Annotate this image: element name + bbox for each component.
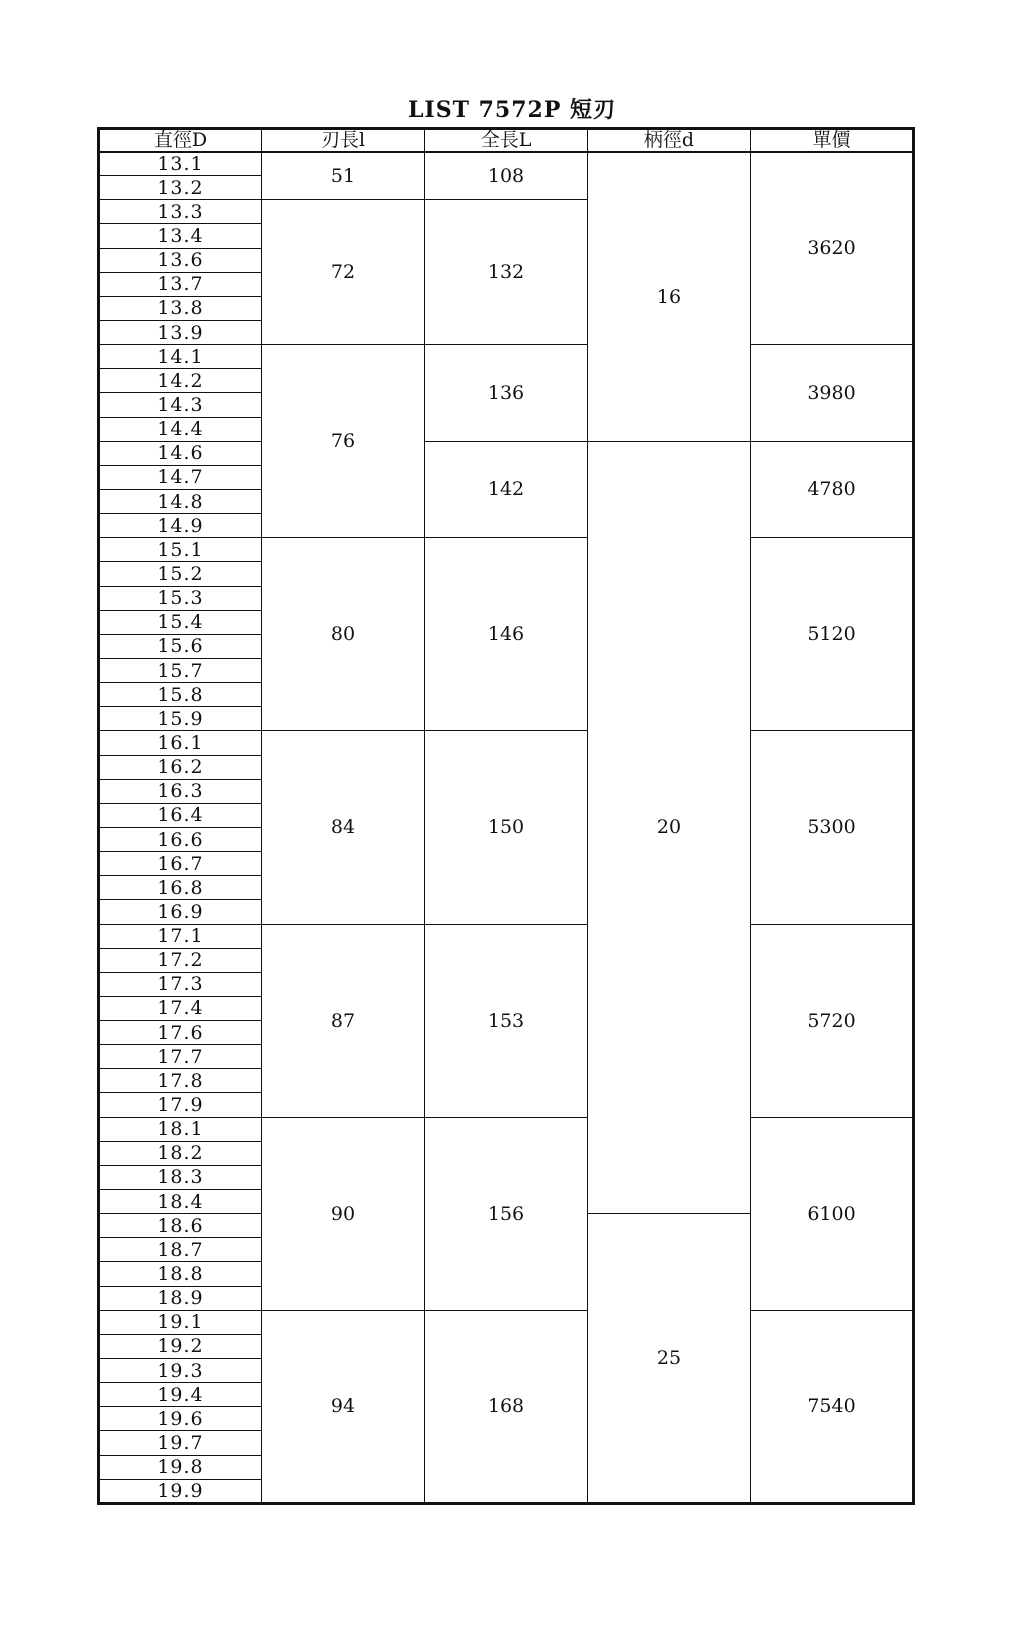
diameter-cell: 18.8: [99, 1262, 262, 1286]
diameter-cell: 16.6: [99, 827, 262, 851]
diameter-cell: 15.2: [99, 562, 262, 586]
diameter-cell: 17.1: [99, 924, 262, 948]
diameter-cell: 16.8: [99, 876, 262, 900]
blade-length-cell: 90: [262, 1117, 425, 1310]
blade-length-cell: 84: [262, 731, 425, 924]
diameter-cell: 14.7: [99, 465, 262, 489]
table-row: [99, 1310, 914, 1334]
unit-price-cell: 6100: [751, 1117, 914, 1310]
diameter-cell: 19.1: [99, 1310, 262, 1334]
diameter-cell: 13.6: [99, 248, 262, 272]
diameter-cell: 14.8: [99, 489, 262, 513]
diameter-cell: 14.9: [99, 514, 262, 538]
diameter-cell: 16.1: [99, 731, 262, 755]
diameter-cell: 18.2: [99, 1141, 262, 1165]
diameter-cell: 13.2: [99, 176, 262, 200]
diameter-cell: 15.7: [99, 658, 262, 682]
diameter-cell: 16.4: [99, 803, 262, 827]
table-row: [99, 441, 914, 465]
diameter-cell: 15.9: [99, 707, 262, 731]
diameter-cell: 13.7: [99, 272, 262, 296]
diameter-cell: 16.3: [99, 779, 262, 803]
diameter-cell: 17.6: [99, 1021, 262, 1045]
diameter-cell: 18.6: [99, 1214, 262, 1238]
diameter-cell: 18.9: [99, 1286, 262, 1310]
diameter-cell: 17.4: [99, 996, 262, 1020]
diameter-cell: 17.2: [99, 948, 262, 972]
unit-price-cell: 5720: [751, 924, 914, 1117]
diameter-cell: 17.3: [99, 972, 262, 996]
diameter-cell: 19.6: [99, 1407, 262, 1431]
table-row: [99, 731, 914, 755]
diameter-cell: 16.7: [99, 852, 262, 876]
diameter-cell: 15.8: [99, 683, 262, 707]
unit-price-cell: 3620: [751, 152, 914, 345]
total-length-cell: 132: [425, 200, 588, 345]
total-length-cell: 136: [425, 345, 588, 442]
price-table: [97, 127, 915, 1505]
header-shank-diameter: 柄徑d: [588, 129, 751, 152]
diameter-cell: 15.4: [99, 610, 262, 634]
total-length-cell: 142: [425, 441, 588, 538]
diameter-cell: 13.8: [99, 296, 262, 320]
blade-length-cell: 72: [262, 200, 425, 345]
table-row: [99, 152, 914, 176]
unit-price-cell: 5120: [751, 538, 914, 731]
unit-price-cell: 7540: [751, 1310, 914, 1503]
diameter-cell: 18.3: [99, 1165, 262, 1189]
shank-diameter-cell: 20: [588, 441, 751, 1214]
diameter-cell: 19.8: [99, 1455, 262, 1479]
diameter-cell: 13.9: [99, 320, 262, 344]
diameter-cell: 19.2: [99, 1334, 262, 1358]
diameter-cell: 14.6: [99, 441, 262, 465]
table-row: [99, 345, 914, 369]
diameter-cell: 17.8: [99, 1069, 262, 1093]
header-diameter: 直徑D: [99, 129, 262, 152]
total-length-cell: 156: [425, 1117, 588, 1310]
blade-length-cell: 80: [262, 538, 425, 731]
total-length-cell: 150: [425, 731, 588, 924]
diameter-cell: 15.3: [99, 586, 262, 610]
unit-price-cell: 4780: [751, 441, 914, 538]
price-table-container: [97, 127, 915, 1505]
table-body: [99, 152, 914, 1504]
diameter-cell: 14.2: [99, 369, 262, 393]
table-row: [99, 924, 914, 948]
unit-price-cell: 5300: [751, 731, 914, 924]
header-blade-length: 刃長l: [262, 129, 425, 152]
diameter-cell: 16.9: [99, 900, 262, 924]
header-total-length: 全長L: [425, 129, 588, 152]
diameter-cell: 14.3: [99, 393, 262, 417]
diameter-cell: 17.9: [99, 1093, 262, 1117]
unit-price-cell: 3980: [751, 345, 914, 442]
table-row: [99, 1117, 914, 1141]
diameter-cell: 15.6: [99, 634, 262, 658]
total-length-cell: 146: [425, 538, 588, 731]
total-length-cell: 168: [425, 1310, 588, 1503]
diameter-cell: 13.3: [99, 200, 262, 224]
diameter-cell: 18.7: [99, 1238, 262, 1262]
diameter-cell: 17.7: [99, 1045, 262, 1069]
diameter-cell: 19.9: [99, 1479, 262, 1503]
diameter-cell: 19.4: [99, 1383, 262, 1407]
total-length-cell: 153: [425, 924, 588, 1117]
shank-diameter-cell: 16: [588, 152, 751, 442]
diameter-cell: 14.4: [99, 417, 262, 441]
diameter-cell: 18.4: [99, 1190, 262, 1214]
shank-diameter-cell: 25: [588, 1214, 751, 1504]
diameter-cell: 13.1: [99, 152, 262, 176]
diameter-cell: 14.1: [99, 345, 262, 369]
blade-length-cell: 94: [262, 1310, 425, 1503]
blade-length-cell: 76: [262, 345, 425, 538]
header-unit-price: 單價: [751, 129, 914, 152]
page-title: LIST 7572P 短刃: [407, 97, 617, 123]
diameter-cell: 19.3: [99, 1359, 262, 1383]
table-row: [99, 538, 914, 562]
header-row: [99, 129, 914, 152]
blade-length-cell: 51: [262, 152, 425, 200]
diameter-cell: 13.4: [99, 224, 262, 248]
diameter-cell: 18.1: [99, 1117, 262, 1141]
diameter-cell: 15.1: [99, 538, 262, 562]
total-length-cell: 108: [425, 152, 588, 200]
diameter-cell: 19.7: [99, 1431, 262, 1455]
blade-length-cell: 87: [262, 924, 425, 1117]
diameter-cell: 16.2: [99, 755, 262, 779]
